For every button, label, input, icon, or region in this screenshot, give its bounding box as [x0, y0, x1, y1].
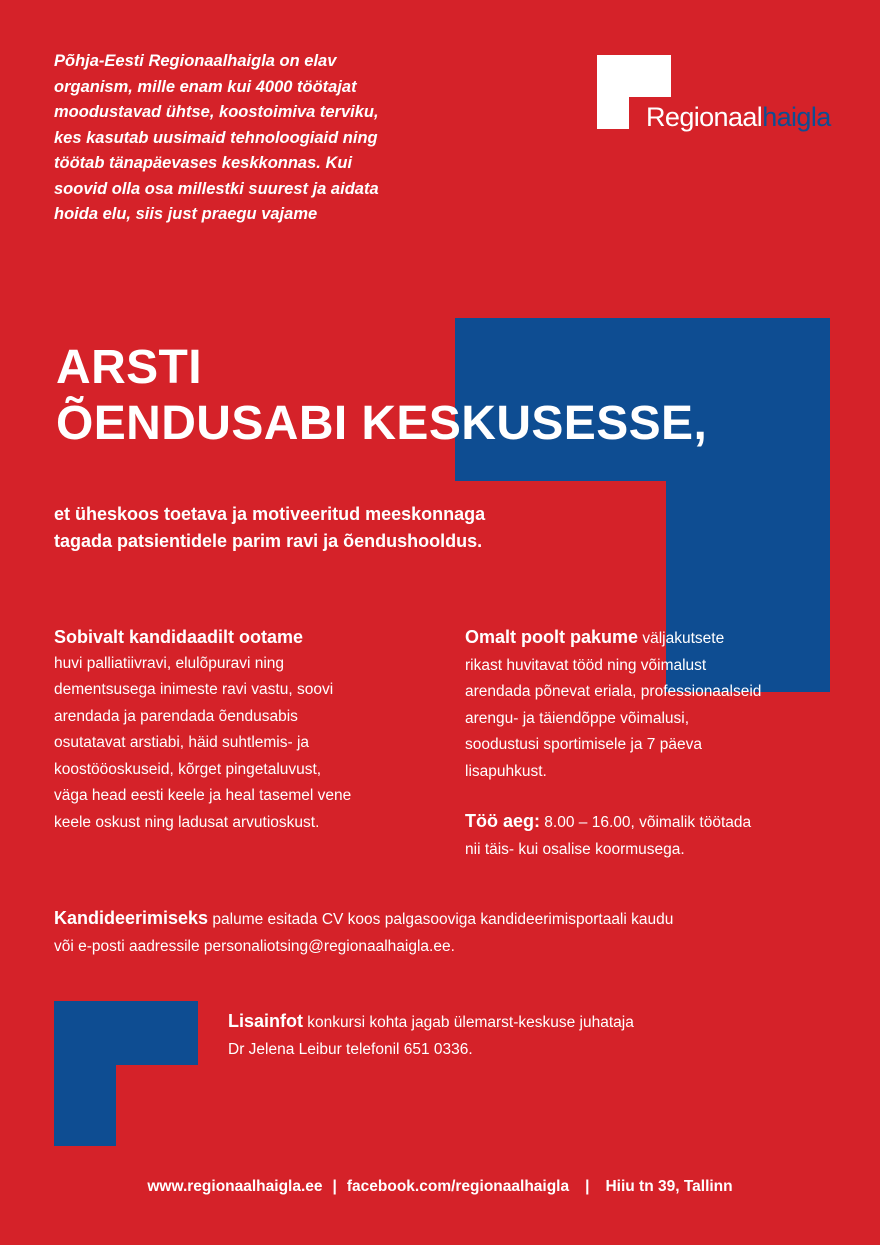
apply-first-line: palume esitada CV koos palgasooviga kandideerimisportaali kaudu	[208, 911, 674, 928]
offer-line: rikast huvitavat tööd ning võimalust	[465, 656, 707, 674]
offer-first-line: väljakutsete	[638, 630, 725, 647]
footer	[0, 1178, 880, 1196]
work-time	[465, 808, 845, 837]
apply-email-line: või e-posti aadressile personaliotsing@regionaalhaigla.ee.	[54, 938, 455, 955]
blue-corner-shape-bottom	[54, 1001, 198, 1146]
title-line1: ARSTI	[56, 341, 202, 394]
intro-line: Põhja-Eesti Regionaalhaigla on elav	[54, 52, 337, 70]
footer-address: Hiiu tn 39, Tallinn	[605, 1178, 733, 1195]
requirements-heading: Sobivalt kandidaadilt ootame	[54, 627, 304, 647]
footer-separator: |	[332, 1178, 337, 1195]
requirements-section	[54, 624, 434, 836]
offer-line: soodustusi sportimisele ja 7 päeva	[465, 736, 702, 753]
offer-section	[465, 624, 845, 863]
more-info-contact-line: Dr Jelena Leibur telefonil 651 0336.	[228, 1041, 473, 1058]
requirements-line: väga head eesti keele ja heal tasemel vene	[54, 787, 352, 804]
intro-line: soovid olla osa millestki suurest ja aidata	[54, 179, 379, 198]
intro-line: organism, mille enam kui 4000 töötajat	[54, 77, 357, 96]
requirements-line: koostööoskuseid, kõrget pingetaluvust,	[54, 760, 322, 778]
work-time-line2: nii täis- kui osalise koormusega.	[465, 840, 685, 858]
more-info-first-line: konkursi kohta jagab ülemarst-keskuse juhataja	[303, 1014, 634, 1031]
footer-separator: |	[585, 1178, 590, 1195]
footer-facebook-link[interactable]: facebook.com/regionaalhaigla	[346, 1178, 570, 1195]
subtitle-line2: tagada patsientidele parim ravi ja õendushooldus.	[54, 531, 483, 551]
more-info-heading: Lisainfot	[228, 1011, 303, 1031]
offer-line: arengu- ja täiendõppe võimalusi,	[465, 709, 690, 727]
work-time-heading: Töö aeg:	[465, 811, 540, 831]
requirements-line: dementsusega inimeste ravi vastu, soovi	[54, 681, 334, 698]
intro-line: töötab tänapäevases keskkonnas. Kui	[54, 154, 353, 172]
offer-line: lisapuhkust.	[465, 762, 547, 780]
apply-heading: Kandideerimiseks	[54, 908, 209, 928]
logo-name-part1: Regionaal	[646, 102, 763, 132]
subtitle-line1: et üheskoos toetava ja motiveeritud meeskonnaga	[54, 504, 486, 524]
work-time-first-line: 8.00 – 16.00, võimalik töötada	[540, 814, 752, 831]
requirements-line: huvi palliatiivravi, elulõpuravi ning	[54, 654, 285, 672]
offer-heading: Omalt poolt pakume	[465, 627, 639, 647]
intro-line: hoida elu, siis just praegu vajame	[54, 205, 318, 223]
subtitle	[54, 501, 654, 555]
offer-line: arendada põnevat eriala, professionaalseid	[465, 683, 762, 700]
requirements-line: keele oskust ning ladusat arvutioskust.	[54, 813, 320, 831]
more-info-section	[228, 1008, 788, 1063]
apply-section	[54, 905, 854, 960]
requirements-line: osutatavat arstiabi, häid suhtlemis- ja	[54, 734, 310, 751]
requirements-line: arendada ja parendada õendusabis	[54, 707, 298, 725]
footer-website-link[interactable]: www.regionaalhaigla.ee	[147, 1178, 323, 1195]
intro-line: moodustavad ühtse, koostoimiva terviku,	[54, 103, 379, 121]
logo	[646, 102, 831, 133]
intro-line: kes kasutab uusimaid tehnoloogiaid ning	[54, 128, 378, 147]
title-line2: ÕENDUSABI KESKUSESSE,	[56, 397, 708, 450]
intro-text	[54, 49, 474, 228]
page-title	[56, 340, 707, 452]
logo-name-part2: haigla	[762, 102, 831, 132]
